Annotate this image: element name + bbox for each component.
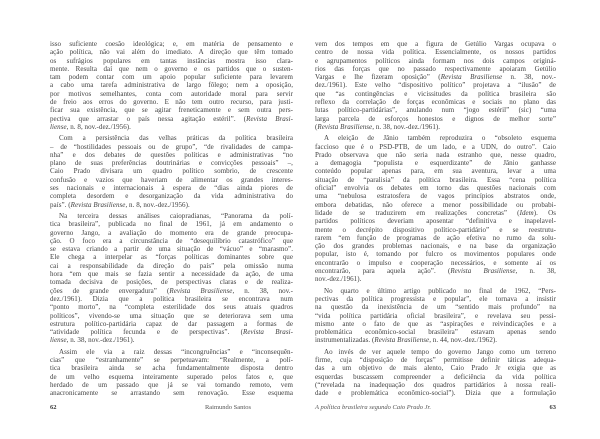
text-line: pectivas da política progressista e popular”, ele tornava a insistir: [315, 294, 556, 303]
text-line: de um velho esquema inteiramente superado pelos fatos e, que: [50, 372, 293, 381]
text-line: situação de “paralisia” da política brasileira. Essa “cena política: [315, 175, 556, 184]
text-line: tica brasileira ainda se acha fundamentalmente disposta dentro: [50, 364, 293, 373]
text-line: dade e problemática econômico-social”). Dizia que a formulação: [315, 389, 556, 398]
paragraph: [315, 134, 556, 283]
text-line: Na terceira dessas análises caiopradianas, “Panorama da polí-: [59, 211, 293, 220]
text-line: das a um objetivo de mais alento, Caio Prado Jr exigia que as: [315, 364, 556, 373]
text-line: tomada decisiva de posições, de perspectivas claras e de realiza-: [50, 278, 293, 287]
text-line: mismo ante o fato de que as “aspirações e reivindicações e a: [315, 319, 556, 328]
text-line: rarem “em função de programas de ação efetiva no rumo da solu-: [315, 233, 556, 242]
text-line: lutas político-partidárias”, anulando num “jogo estéril” (sic) “uma: [315, 106, 556, 115]
text-line: a cabo uma tarefa administrativa de largo fôlego; nem a oposição,: [50, 81, 293, 90]
text-line: Com a persistência das velhas práticas da política brasileira: [59, 134, 293, 143]
paragraph: [50, 348, 293, 398]
text-line: cias” que “estranhamente” se perpetuavam: “Realmente, a polí-: [50, 355, 293, 364]
text-line: ação política, não vai além do imediato. A direção que têm tomado: [50, 48, 293, 57]
text-line: “ponto morto”, na “completa esterilidade dos seus atuais quadros: [50, 303, 293, 312]
text-line: dez./1961). Dizia que a política brasileira se encontrava num: [50, 294, 293, 303]
text-line: – de “hostilidades pessoais ou de grupo”, “de rivalidades de campa-: [50, 142, 293, 151]
text-line: cai a responsabilidade da direção do país” pela omissão numa: [50, 261, 293, 270]
text-line: se estava criando a partir de uma situação de “vácuo” e “marasmo”.: [50, 245, 293, 254]
text-line: Assim ele via a raiz dessas “incongruências” e “inconsequên-: [59, 347, 293, 356]
text-line: Ao invés de ver aquele tempo do governo Jango como um terreno: [324, 347, 556, 356]
text-line: (Revista Brasiliense, n. 38, nov.-dez./1961).: [315, 122, 441, 131]
text-line: Vargas e lhe fizeram oposição” (Revista Brasiliense n. 38, nov.-: [315, 73, 557, 82]
page-62-text-column: [50, 40, 293, 397]
text-line: estrutura político-partidária capaz de dar passagem a formas de: [50, 319, 293, 328]
text-line: “vida política partidária oficial brasileira”, e revelava seu pessi-: [315, 311, 556, 320]
text-line: por motivos semelhantes, conta com autoridade moral para servir: [50, 89, 293, 98]
text-line: na questão da inexistência de um “sentido mais profundo” na: [315, 303, 556, 312]
text-line: mente. Resulta daí que nem o governo e os partidos que o susten-: [50, 64, 293, 73]
text-line: problemática econômico-social brasileira” estavam apenas sendo: [315, 328, 556, 337]
text-line: conteúdo popular apenas para, em sua aventura, levar a uma: [315, 167, 556, 176]
text-line: ção. O foco era a circunstância de “desequilíbrio catastrófico” que: [50, 236, 293, 245]
text-line: tica brasileira”, publicada no final de 1961, já em andamento o: [50, 220, 293, 229]
text-line: pectiva que arrastar o país nessa agitação estéril”. (Revista Brasi-: [50, 114, 293, 123]
paragraph: [315, 40, 556, 131]
text-line: encontrarão, para aquela ação”. (Revista Brasiliense, n. 38,: [315, 267, 556, 276]
text-line: A eleição de Jânio também reproduzira o “obsoleto esquema: [324, 134, 556, 143]
text-line: isso suficiente coesão ideológica; e, em matéria de pensamento e: [50, 40, 293, 48]
text-line: a demagogia “populista e esquerdizante” de Jânio ganhasse: [315, 159, 556, 168]
text-line: firme, cuja “disposição de forças” permitisse definir táticas adequa-: [315, 355, 556, 364]
text-line: ção dos grandes problemas nacionais, e na base da organização: [315, 242, 556, 251]
text-line: larga parcela de esforços honestos e dignos de melhor sorte”: [315, 114, 556, 123]
text-line: ses nacionais e internacionais à espera de “dias ainda piores de: [50, 184, 293, 193]
text-line: tam podem contar com um apoio popular suficiente para levarem: [50, 73, 293, 82]
text-line: Prado observava que não seria nada estranho que, nesse quadro,: [315, 150, 556, 159]
text-line: popular, isto é, tomando por fulcro os movimentos populares onde: [315, 250, 556, 259]
text-line: centro de nossa vida política. Essencialmente, os nossos partidos: [315, 48, 556, 57]
text-line: liense, n. 38, nov.-dez./1961).: [50, 336, 135, 345]
text-line: embora debatidas, não oferece a menor possibilidade ou probabi-: [315, 200, 556, 209]
text-line: reflexo da correlação de forças econômicas e sociais no plano das: [315, 98, 556, 107]
text-line: uma “nebulosa estratosfera de vagos princípios abstratos onde,: [315, 192, 556, 201]
page-63-text-column: [315, 40, 556, 397]
running-footer-author: Raimundo Santos: [204, 404, 251, 411]
running-footer-title: A política brasileira segundo Caio Prado Jr.: [315, 404, 431, 411]
paragraph: [315, 287, 556, 345]
text-line: faccioso que é o PSD-PTB, de um lado, e a UDN, do outro”. Caio: [315, 142, 556, 151]
text-line: governo Jango, a avaliação do momento era de grande preocupa-: [50, 228, 293, 237]
text-line: confusão e vazios que haveriam de alimentar os grandes interes-: [50, 175, 293, 184]
paragraph: [50, 212, 293, 345]
text-line: (“revelada na inadequação dos quadros partidários à nossa reali-: [315, 380, 556, 389]
text-line: país”. (Revista Brasiliense, n. 8, nov.-dez./1956).: [50, 200, 190, 209]
text-line: “atividade política fecunda e de perspectivas”. (Revista Brasi-: [50, 328, 293, 337]
paragraph: [315, 348, 556, 398]
text-line: ções de grande envergadura” (Revista Brasiliense, n. 38, nov.-: [50, 286, 293, 295]
text-line: nha” e dos debates de questões políticas e administrativas “no: [50, 150, 293, 159]
text-line: No quarto e último artigo publicado no final de 1962, “Pers-: [324, 286, 556, 295]
text-line: oficial” envolvia os debates em torno das questões nacionais com: [315, 184, 556, 193]
text-line: que “as contingências e vicissitudes da política brasileira são: [315, 89, 556, 98]
text-line: liense, n. 8, nov.-dez./1956).: [50, 122, 131, 131]
page-62-footer: [50, 404, 293, 411]
paragraph: [50, 134, 293, 209]
text-line: completa desordem e desorganização da vida administrativa do: [50, 192, 293, 201]
paragraph: [50, 40, 293, 131]
text-line: instrumentalizadas. (Revista Brasiliense, n. 44, nov.-dez./1962).: [315, 336, 498, 345]
text-line: esquerdas buscassem compreender a deficiência da vida política: [315, 372, 556, 381]
text-line: os sufrágios populares em tantas instâncias mostra isso clara-: [50, 56, 293, 65]
text-line: políticos”, vivendo-se uma situação que se deteriorava sem uma: [50, 311, 293, 320]
text-line: ficar sua existência, que se agitar freneticamente e sem outra pers-: [50, 106, 293, 115]
page-number-right: 63: [549, 404, 556, 411]
text-line: herdado de um passado que já se vai tornando remoto, vem: [50, 380, 293, 389]
text-line: mente o decrépito dispositivo político-partidário” e se reestrutu-: [315, 225, 556, 234]
text-line: lidade de se traduzirem em realizações concretas” (Idem). Os: [315, 208, 556, 217]
text-line: rios das forças que no passado respectivamente apoiaram Getúlio: [315, 64, 556, 73]
text-line: e agrupamentos políticos ainda formam nos dois campos originá-: [315, 56, 556, 65]
text-line: partidos políticos deveriam aposentar “definitiva e inapelavel-: [315, 217, 556, 226]
text-line: Caio Prado divisara um quadro político sombrio, de crescente: [50, 167, 293, 176]
text-line: encontrarão o impulso e cooperação necessários, e somente aí os: [315, 258, 556, 267]
text-line: dez./1961). Este velho “dispositivo político” projetava a “ilusão” de: [315, 81, 556, 90]
text-line: Ele chega a interpelar as “forças políticas dominantes sobre que: [50, 253, 293, 262]
page-number-left: 62: [50, 404, 57, 411]
text-line: hora “em que mais se fazia sentir a necessidade da ação, de uma: [50, 270, 293, 279]
text-line: vem dos tempos em que a figura de Getúlio Vargas ocupava o: [315, 40, 556, 48]
text-line: nov.-dez./1961).: [315, 275, 362, 284]
page-63-footer: [315, 404, 556, 411]
text-line: plano de suas preferências doutrinárias e convicções pessoais” –,: [50, 159, 293, 168]
text-line: de freio aos erros do governo. E não tem outro recurso, para justi-: [50, 98, 293, 107]
text-line: anacronicamente se arrastando sem renovação. Esse esquema: [50, 389, 293, 398]
